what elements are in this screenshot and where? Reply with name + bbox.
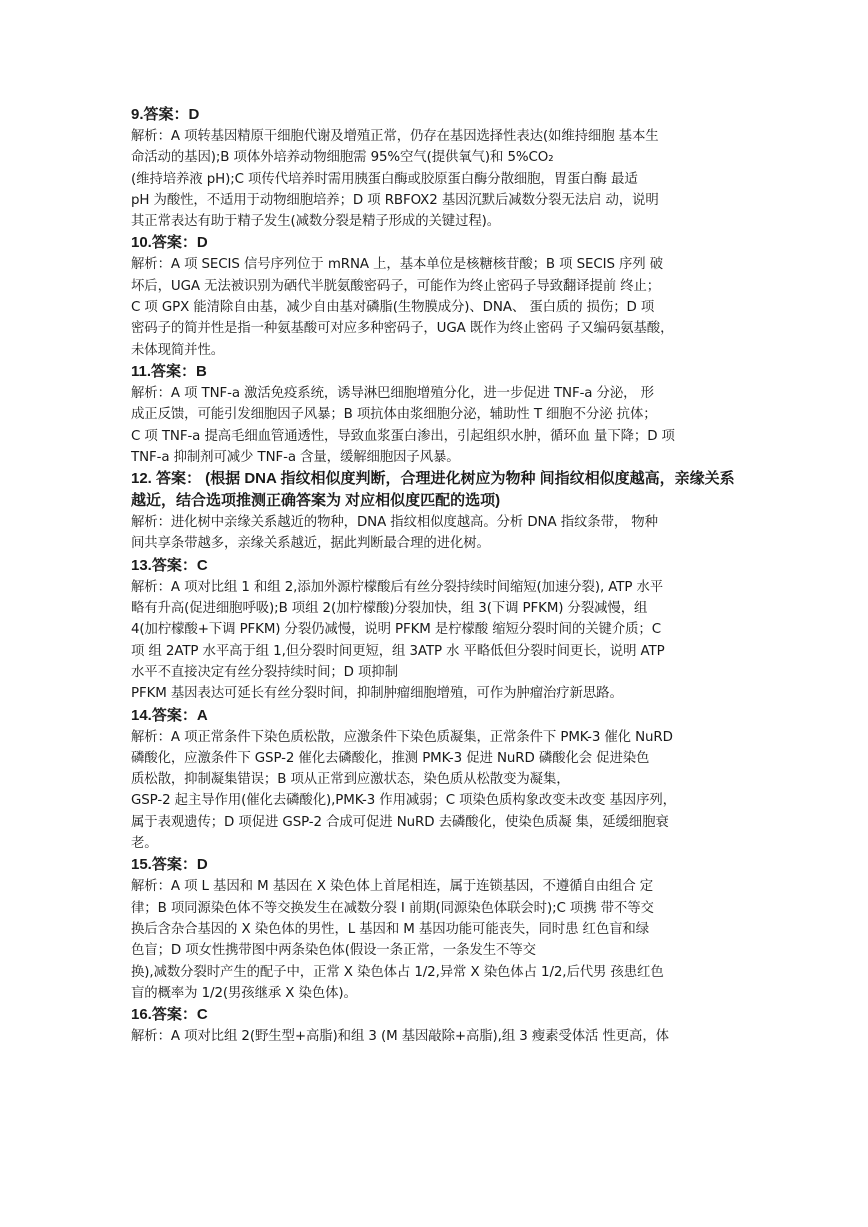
answer-block-16 — [131, 1004, 742, 1047]
answer-heading: 11.答案：B — [131, 362, 207, 380]
explanation-line: 换后含杂合基因的 X 染色体的男性，L 基因和 M 基因功能可能丧失，同时患 红色盲和绿 — [131, 921, 649, 937]
explanation-line: 解析：A 项对比组 2(野生型+高脂)和组 3 (M 基因敲除+高脂),组 3 瘦素受体活 性更高，体 — [131, 1029, 669, 1045]
explanation-line: 坏后，UGA 无法被识别为硒代半胱氨酸密码子，可能作为终止密码子导致翻译提前 终止； — [131, 278, 661, 294]
explanation-line: 解析：A 项正常条件下染色质松散，应激条件下染色质凝集，正常条件下 PMK-3 催化 NuRD — [131, 729, 673, 745]
explanation-line: 略有升高(促进细胞呼吸);B 项组 2(加柠檬酸)分裂加快，组 3(下调 PFKM) 分裂减慢，组 — [131, 601, 648, 617]
explanation-line: TNF-a 抑制剂可减少 TNF-a 含量，缓解细胞因子风暴。 — [131, 449, 460, 465]
answer-block-11 — [131, 361, 742, 468]
explanation-line: 解析：A 项 L 基因和 M 基因在 X 染色体上首尾相连，属于连锁基因，不遵循自由组合 定 — [131, 879, 654, 895]
explanation-line: 4(加柠檬酸+下调 PFKM) 分裂仍减慢，说明 PFKM 是柠檬酸 缩短分裂时间的关键介质；C — [131, 622, 661, 638]
explanation-line: 未体现简并性。 — [131, 342, 225, 358]
answer-block-12 — [131, 468, 742, 555]
explanation-line: 质松散，抑制凝集错误；B 项从正常到应激状态，染色质从松散变为凝集， — [131, 772, 570, 788]
explanation-line: 成正反馈，可能引发细胞因子风暴；B 项抗体由浆细胞分泌，辅助性 T 细胞不分泌 抗体； — [131, 407, 657, 423]
answer-heading: 15.答案：D — [131, 856, 208, 874]
explanation-line: 水平不直接决定有丝分裂持续时间；D 项抑制 — [131, 664, 398, 680]
explanation-line: C 项 TNF-a 提高毛细血管通透性，导致血浆蛋白渗出，引起组织水肿，循环血 量下降；D 项 — [131, 428, 675, 444]
explanation-line: pH 为酸性，不适用于动物细胞培养；D 项 RBFOX2 基因沉默后减数分裂无法启 动，说明 — [131, 192, 659, 208]
explanation-line: C 项 GPX 能清除自由基，减少自由基对磷脂(生物膜成分)、DNA、 蛋白质的 损伤；D 项 — [131, 300, 655, 316]
explanation-line: 命活动的基因);B 项体外培养动物细胞需 95%空气(提供氧气)和 5%CO₂ — [131, 150, 554, 166]
answer-block-9 — [131, 104, 742, 232]
answer-block-10 — [131, 232, 742, 360]
explanation-line: 其正常表达有助于精子发生(减数分裂是精子形成的关键过程)。 — [131, 214, 501, 230]
explanation-line: 解析：进化树中亲缘关系越近的物种，DNA 指纹相似度越高。分析 DNA 指纹条带， 物种 — [131, 515, 658, 531]
answer-heading: 10.答案：D — [131, 234, 208, 252]
explanation-line: 解析：A 项 SECIS 信号序列位于 mRNA 上，基本单位是核糖核苷酸；B 项 SECIS 序列 破 — [131, 257, 664, 273]
explanation-line: 间共享条带越多，亲缘关系越近，据此判断最合理的进化树。 — [131, 536, 490, 552]
explanation-line: (维持培养液 pH);C 项传代培养时需用胰蛋白酶或胶原蛋白酶分散细胞，胃蛋白酶 最适 — [131, 171, 638, 187]
explanation-line: 盲的概率为 1/2(男孩继承 X 染色体)。 — [131, 985, 357, 1001]
explanation-line: 解析：A 项转基因精原干细胞代谢及增殖正常，仍存在基因选择性表达(如维持细胞 基本生 — [131, 129, 659, 144]
explanation-line: 项 组 2ATP 水平高于组 1,但分裂时间更短，组 3ATP 水 平略低但分裂时间更长，说明 ATP — [131, 643, 665, 659]
explanation-line: GSP-2 起主导作用(催化去磷酸化),PMK-3 作用减弱；C 项染色质构象改变未改变 基因序列， — [131, 793, 676, 809]
explanation-line: 磷酸化，应激条件下 GSP-2 催化去磷酸化，推测 PMK-3 促进 NuRD 磷酸化会 促进染色 — [131, 750, 650, 766]
explanation-line: 解析：A 项对比组 1 和组 2,添加外源柠檬酸后有丝分裂持续时间缩短(加速分裂), ATP 水平 — [131, 579, 664, 595]
explanation-line: 密码子的简并性是指一种氨基酸可对应多种密码子，UGA 既作为终止密码 子又编码氨基酸， — [131, 321, 674, 337]
answer-block-15 — [131, 854, 742, 1004]
answer-heading: 9.答案：D — [131, 106, 200, 123]
explanation-line: 色盲；D 项女性携带图中两条染色体(假设一条正常，一条发生不等交 — [131, 943, 536, 959]
answer-heading: 13.答案：C — [131, 556, 208, 574]
answer-heading: 16.答案：C — [131, 1006, 208, 1024]
explanation-line: 律；B 项同源染色体不等交换发生在减数分裂 I 前期(同源染色体联会时);C 项携 带不等交 — [131, 900, 654, 916]
explanation-line: 属于表观遗传；D 项促进 GSP-2 合成可促进 NuRD 去磷酸化，使染色质凝 集，延缓细胞衰 — [131, 814, 669, 830]
answer-page — [131, 104, 742, 1047]
explanation-line: 换),减数分裂时产生的配子中，正常 X 染色体占 1/2,异常 X 染色体占 1/2,后代男 孩患红色 — [131, 964, 664, 980]
explanation-line: 老。 — [131, 836, 158, 852]
answer-block-14 — [131, 705, 742, 855]
answer-heading: 12. 答案： (根据 DNA 指纹相似度判断，合理进化树应为物种 间指纹相似度越高，亲缘关系越近，结合选项推测正确答案为 对应相似度匹配的选项) — [131, 470, 735, 510]
answer-block-13 — [131, 555, 742, 705]
explanation-line: PFKM 基因表达可延长有丝分裂时间，抑制肿瘤细胞增殖，可作为肿瘤治疗新思路。 — [131, 686, 623, 702]
explanation-line: 解析：A 项 TNF-a 激活免疫系统，诱导淋巴细胞增殖分化，进一步促进 TNF-a 分泌， 形 — [131, 385, 654, 401]
answer-heading: 14.答案：A — [131, 706, 208, 724]
